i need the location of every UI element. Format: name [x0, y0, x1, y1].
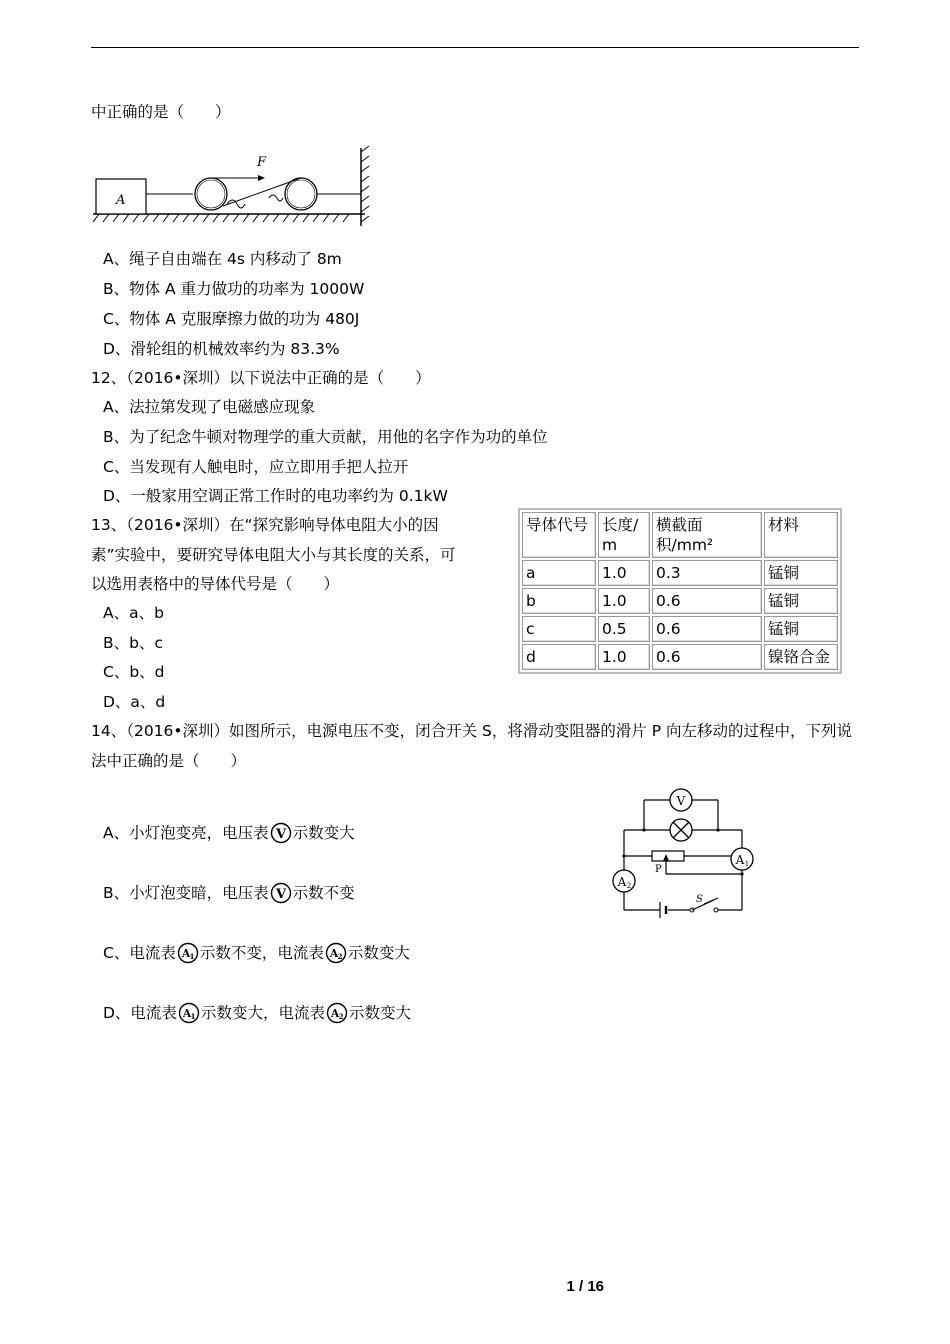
table-header: 导体代号 — [522, 512, 596, 558]
q14-option-a-suffix: 示数变大 — [292, 824, 355, 842]
header-rule — [91, 47, 859, 48]
table-header: 材料 — [764, 512, 838, 558]
q14-stem-line-1: 14、（2016•深圳）如图所示，电源电压不变，闭合开关 S，将滑动变阻器的滑片 P 向左移动的过程中，下列说 — [91, 722, 853, 740]
q14-option-b-suffix: 示数不变 — [292, 884, 355, 902]
q13-option-c: C、b、d — [103, 663, 165, 681]
q12-option-c: C、当发现有人触电时，应立即用手把人拉开 — [103, 458, 409, 476]
q11-option-d: D、滑轮组的机械效率约为 83.3% — [103, 340, 340, 358]
table-cell: 0.6 — [652, 616, 762, 642]
table-row — [522, 560, 838, 586]
q14-option-c-part-2: 示数不变，电流表 — [199, 944, 324, 962]
table-cell: 1.0 — [598, 644, 650, 670]
q14-option-d-part-2: 示数变大，电流表 — [200, 1004, 325, 1022]
ammeter-1-sub: 1 — [190, 1012, 196, 1021]
table-cell: 锰铜 — [764, 588, 838, 614]
q14-option-d-part-1: D、电流表 — [103, 1004, 177, 1022]
q12-option-d: D、一般家用空调正常工作时的电功率约为 0.1kW — [103, 487, 448, 505]
page-number: 1 / 16 — [566, 1278, 604, 1295]
table-cell: a — [522, 560, 596, 586]
ammeter-1-icon — [178, 1002, 200, 1024]
table-cell: 1.0 — [598, 588, 650, 614]
q14-option-b-prefix: B、小灯泡变暗，电压表 — [103, 884, 269, 902]
table-row — [522, 644, 838, 670]
q13-stem-line-3: 以选用表格中的导体代号是（ ） — [91, 575, 340, 593]
voltmeter-label: V — [275, 827, 286, 842]
slider-label: P — [655, 864, 662, 875]
table-row — [522, 588, 838, 614]
circuit-ammeter-2-sub: 2 — [626, 882, 632, 890]
table-cell: 0.6 — [652, 588, 762, 614]
q14-option-c-part-1: C、电流表 — [103, 944, 176, 962]
conductor-table — [518, 508, 842, 674]
q11-stem-tail: 中正确的是（ ） — [91, 103, 231, 121]
table-header: 横截面积/mm² — [652, 512, 762, 558]
q14-stem-line-2: 法中正确的是（ ） — [91, 752, 247, 770]
ammeter-1-icon — [177, 942, 199, 964]
ammeter-2-label: A — [329, 947, 339, 960]
q14-option-a-prefix: A、小灯泡变亮，电压表 — [103, 824, 269, 842]
table-header-row — [522, 512, 838, 558]
table-cell: 锰铜 — [764, 560, 838, 586]
switch-label: S — [696, 894, 703, 905]
table-header: 长度/m — [598, 512, 650, 558]
q12-option-a: A、法拉第发现了电磁感应现象 — [103, 398, 316, 416]
ammeter-2-sub: 2 — [338, 1012, 344, 1021]
voltmeter-icon — [270, 822, 292, 844]
table-cell: d — [522, 644, 596, 670]
voltmeter-label: V — [275, 887, 286, 902]
table-cell: b — [522, 588, 596, 614]
q13-stem-line-1: 13、（2016•深圳）在“探究影响导体电阻大小的因 — [91, 516, 439, 534]
q13-stem-line-2: 素”实验中，要研究导体电阻大小与其长度的关系，可 — [91, 546, 456, 564]
ammeter-2-icon — [325, 942, 347, 964]
pulley-figure — [93, 146, 373, 230]
ammeter-2-label: A — [330, 1007, 340, 1020]
table-row — [522, 616, 838, 642]
q14-option-d-part-3: 示数变大 — [348, 1004, 411, 1022]
q13-option-d: D、a、d — [103, 693, 166, 711]
ammeter-1-sub: 1 — [189, 952, 195, 961]
voltmeter-icon — [270, 882, 292, 904]
ammeter-1-label: A — [182, 1007, 192, 1020]
force-label: F — [257, 155, 267, 170]
q14-option-c — [103, 942, 410, 964]
table-cell: 0.5 — [598, 616, 650, 642]
table-cell: c — [522, 616, 596, 642]
ammeter-1-label: A — [181, 947, 191, 960]
q14-option-c-part-3: 示数变大 — [347, 944, 410, 962]
table-cell: 锰铜 — [764, 616, 838, 642]
q13-option-b: B、b、c — [103, 634, 163, 652]
q12-stem: 12、（2016•深圳）以下说法中正确的是（ ） — [91, 369, 431, 387]
table-cell: 1.0 — [598, 560, 650, 586]
table-cell: 0.3 — [652, 560, 762, 586]
circuit-diagram — [606, 788, 756, 918]
circuit-voltmeter-label: V — [676, 794, 686, 808]
q14-option-d — [103, 1002, 411, 1024]
q11-option-a: A、绳子自由端在 4s 内移动了 8m — [103, 250, 342, 268]
q11-option-c: C、物体 A 克服摩擦力做的功为 480J — [103, 310, 360, 328]
circuit-ammeter-2-label: A — [617, 875, 627, 889]
q12-option-b: B、为了纪念牛顿对物理学的重大贡献，用他的名字作为功的单位 — [103, 428, 548, 446]
circuit-ammeter-1-label: A — [735, 853, 745, 867]
q14-option-b — [103, 882, 355, 904]
block-a-label: A — [116, 193, 126, 208]
q14-option-a — [103, 822, 355, 844]
q11-option-b: B、物体 A 重力做功的功率为 1000W — [103, 280, 365, 298]
circuit-ammeter-1-sub: 1 — [744, 860, 750, 868]
ammeter-2-sub: 2 — [337, 952, 343, 961]
q13-option-a: A、a、b — [103, 604, 164, 622]
table-cell: 0.6 — [652, 644, 762, 670]
ammeter-2-icon — [326, 1002, 348, 1024]
table-cell: 镍铬合金 — [764, 644, 838, 670]
